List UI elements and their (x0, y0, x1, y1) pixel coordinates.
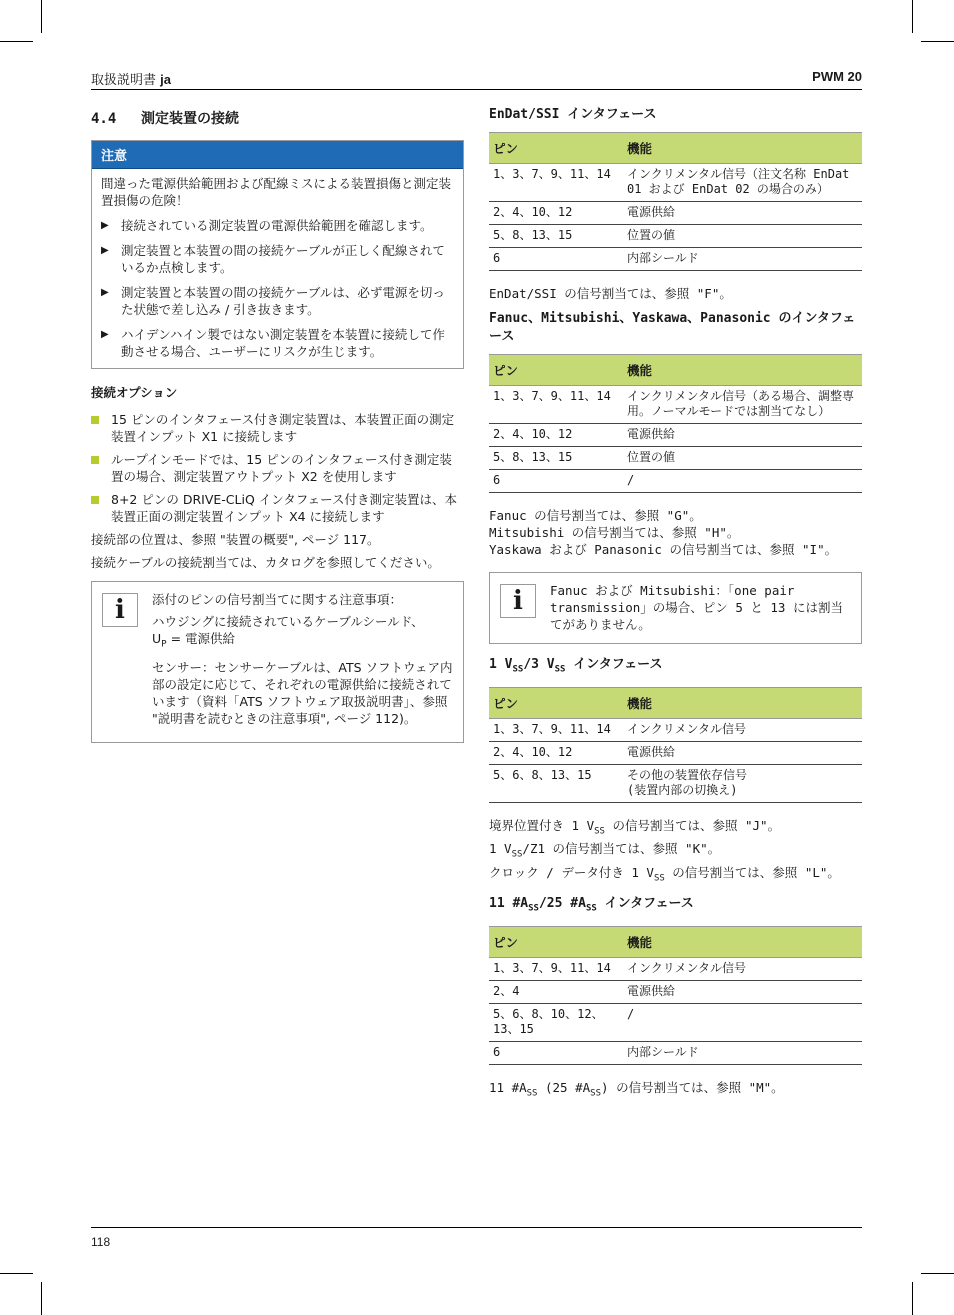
table-row: 1、3、7、9、11、14 インクリメンタル信号 (489, 957, 862, 980)
page-number: 118 (91, 1235, 111, 1249)
crop-mark (0, 1273, 33, 1274)
info-sensor: センサー：センサーケーブルは、ATS ソフトウェア内部の設定に応じて、それぞれの電源供給に接続されています（資料「ATS ソフトウェア取扱説明書」、参照 "説明書を読むときの注意事項", ページ 112)。 (152, 659, 453, 726)
fanuc-signal-note: Fanuc の信号割当ては、参照 "G"。 (489, 508, 702, 523)
table-row: 2、4、10、12 電源供給 (489, 202, 862, 225)
endat-signal-note: EnDat/SSI の信号割当ては、参照 "F"。 (489, 286, 732, 301)
table-row: 5、8、13、15 位置の値 (489, 225, 862, 248)
function-column-header: 機能 (623, 355, 862, 386)
table-row: 1、3、7、9、11、14 インクリメンタル信号（ある場合、調整専用。ノーマルモードでは割当てなし） (489, 386, 862, 424)
table-row: 5、6、8、10、12、13、15 / (489, 1003, 862, 1041)
info-icon: i (500, 584, 536, 618)
option-item (91, 411, 464, 445)
caution-step-text: 測定装置と本装置の間の接続ケーブルは、必ず電源を切った状態で差し込み / 引き抜きます。 (121, 285, 445, 317)
table-row: 1、3、7、9、11、14 インクリメンタル信号（注文名称 EnDat 01 および EnDat 02 の場合のみ） (489, 164, 862, 202)
caution-step-text: ハイデンハイン製ではない測定装置を本装置に接続して作動させる場合、ユーザーにリスクが生じます。 (121, 327, 445, 359)
caution-warning: 間違った電源供給範囲および配線ミスによる装置損傷と測定装置損傷の危険！ (101, 176, 452, 208)
mitsubishi-signal-note: Mitsubishi の信号割当ては、参照 "H"。 (489, 525, 740, 540)
triangle-bullet-icon: ▶ (101, 329, 109, 340)
info-pair-transmission: Fanuc および Mitsubishi：「one pair transmission」の場合、ピン 5 と 13 には割当てがありません。 (550, 583, 843, 632)
function-column-header: 機能 (623, 926, 862, 957)
square-bullet-icon (91, 456, 99, 464)
section-number: 4.4 (91, 111, 117, 127)
option-text: 8+2 ピンの DRIVE-CLiQ インタフェース付き測定装置は、本装置正面の測定装置インプット X4 に接続します (111, 492, 458, 524)
info-icon: i (102, 593, 138, 627)
pin-column-header: ピン (489, 133, 623, 164)
endat-pin-table (489, 132, 862, 271)
function-column-header: 機能 (623, 133, 862, 164)
ass-heading: 11 $\#A_{SS}/25$ $\#A_{SS}$ インタフェース (489, 896, 694, 914)
table-row: 6 内部シールド (489, 248, 862, 271)
table-row: 2、4、10、12 電源供給 (489, 741, 862, 764)
info-up: $U_P$ = 電源供給 (152, 631, 236, 650)
footer-rule (91, 1227, 862, 1228)
pin-column-header: ピン (489, 687, 623, 718)
info-box (489, 572, 862, 644)
info-intro: 添付のピンの信号割当てに関する注意事項： (152, 592, 403, 607)
vss-heading: 1 $V_{SS}/3$ $V_{SS}$ インタフェース (489, 657, 663, 675)
left-column (91, 106, 464, 743)
table-row: 2、4、10、12 電源供給 (489, 424, 862, 447)
ass-pin-table (489, 926, 862, 1065)
square-bullet-icon (91, 416, 99, 424)
caution-step-text: 測定装置と本装置の間の接続ケーブルが正しく配線されているか点検します。 (121, 243, 445, 275)
product-name: PWM 20 (812, 69, 862, 84)
options-heading: 接続オプション (91, 385, 178, 400)
triangle-bullet-icon: ▶ (101, 287, 109, 298)
endat-heading: EnDat/SSI インタフェース (489, 107, 657, 122)
table-row: 6 内部シールド (489, 1041, 862, 1064)
triangle-bullet-icon: ▶ (101, 220, 109, 231)
info-box (91, 581, 464, 743)
right-column (489, 106, 862, 1110)
info-housing: ハウジングに接続されているケーブルシールド、 (152, 614, 424, 629)
caution-label: 注意 (92, 141, 463, 169)
vss-pin-table (489, 687, 862, 803)
crop-mark (41, 1282, 42, 1315)
pin-column-header: ピン (489, 926, 623, 957)
fanuc-pin-table (489, 354, 862, 493)
crop-mark (921, 1273, 954, 1274)
crop-mark (41, 0, 42, 33)
caution-notice (91, 140, 464, 369)
option-item (91, 491, 464, 525)
ass-signal-note: 11 $\#A_{SS}$ (25 $\#A_{SS}$) の信号割当ては、参照 "M"。 (489, 1079, 784, 1099)
table-row: 2、4 電源供給 (489, 980, 862, 1003)
caution-step (101, 242, 454, 276)
language-code: ja (160, 72, 171, 87)
table-row: 5、6、8、13、15 その他の装置依存信号 (装置内部の切換え) (489, 764, 862, 802)
yaskawa-signal-note: Yaskawa および Panasonic の信号割当ては、参照 "I"。 (489, 542, 838, 557)
caution-step (101, 326, 454, 360)
table-row: 6 / (489, 470, 862, 493)
running-header (91, 69, 171, 88)
location-reference: 接続部の位置は、参照 "装置の概要", ページ 117。 (91, 532, 380, 547)
triangle-bullet-icon: ▶ (101, 245, 109, 256)
function-column-header: 機能 (623, 687, 862, 718)
crop-mark (0, 41, 33, 42)
section-title: 測定装置の接続 (141, 111, 239, 127)
cable-reference: 接続ケーブルの接続割当ては、カタログを参照してください。 (91, 555, 440, 570)
caution-step (101, 284, 454, 318)
option-text: ループインモードでは、15 ピンのインタフェース付き測定装置の場合、測定装置アウトプット X2 を使用します (111, 452, 452, 484)
vss-z1-note: 1 $V_{SS}/Z1$ の信号割当ては、参照 "K"。 (489, 841, 721, 860)
square-bullet-icon (91, 496, 99, 504)
manual-title: 取扱説明書 (91, 73, 157, 88)
option-text: 15 ピンのインタフェース付き測定装置は、本装置正面の測定装置インプット X1 に接続します (111, 412, 455, 444)
vss-clock-note: クロック / データ付き 1 $V_{SS}$ の信号割当ては、参照 "L"。 (489, 864, 840, 884)
fanuc-heading: Fanuc、Mitsubishi、Yaskawa、Panasonic のインタフェース (489, 311, 856, 344)
table-row: 5、8、13、15 位置の値 (489, 447, 862, 470)
caution-step (101, 217, 454, 234)
header-rule (91, 89, 862, 90)
crop-mark (912, 0, 913, 33)
crop-mark (912, 1282, 913, 1315)
crop-mark (921, 41, 954, 42)
caution-step-text: 接続されている測定装置の電源供給範囲を確認します。 (121, 218, 433, 233)
vss-limit-note: 境界位置付き 1 $V_{SS}$ の信号割当ては、参照 "J"。 (489, 817, 781, 837)
option-item (91, 451, 464, 485)
section-heading (91, 108, 464, 128)
table-row: 1、3、7、9、11、14 インクリメンタル信号 (489, 718, 862, 741)
pin-column-header: ピン (489, 355, 623, 386)
